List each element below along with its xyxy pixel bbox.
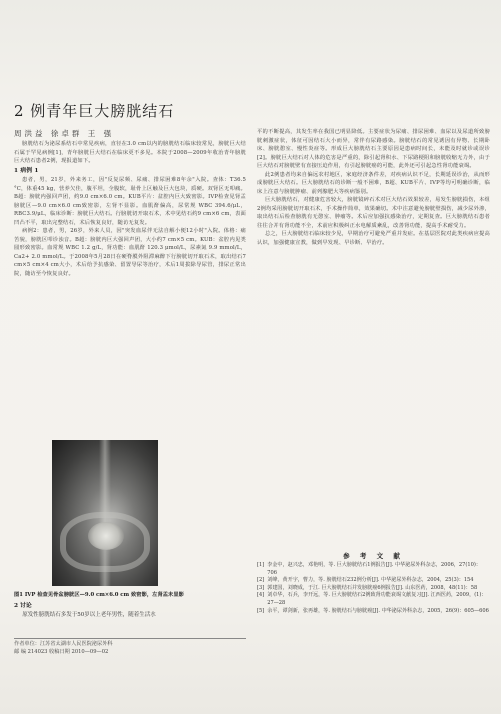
reference-text: 余平，谭剑新，张再雄，等. 膀胱结石与膀胱癌[J]. 中华泌尿外科杂志，2005，26(9)：605—606 — [267, 607, 489, 614]
reference-item — [257, 608, 490, 616]
reference-item — [257, 577, 490, 585]
right-paragraph-2: 此2例患者均来自偏远农村地区，家庭经济条件差，对疾病认识不足，长期延误诊治，从而形成膀胱巨大结石。巨大膀胱结石的诊断一般不困难，B超、KUB平片、IVP等均可明确诊断，临床上注意与膀胱肿瘤、前列腺肥大等疾病鉴别。 — [257, 171, 490, 195]
discussion-paragraph: 原发性膀胱结石多发于50岁以上老年男性，随着生活水 — [22, 611, 156, 618]
reference-number: [1] — [257, 562, 265, 568]
right-paragraph-1: 平的不断提高，其发生率在我国已明显降低。主要症状为尿痛、排尿困难、血尿以及尿道所致膀胱刺激症状，体征可因结石大小而异，常伴有尿路感染。膀胱结石的常见诱因有异物、长期卧床、膀胱憩室、慢性炎症等。形成巨大膀胱结石主要原因是患病时间长，未能及时就诊或误诊[2]。膀胱巨大结石对人体的危害是严重的，除引起肾积水、下尿路梗阻和膀胱收缩无力外，由于巨大结石对膀胱壁有直接压迫作用，有引起膀胱癌的可能，此外还可引起急性肾功能衰竭。 — [257, 129, 490, 169]
figure-caption: 图1 IVP 检查见骨盆膀胱区—9.0 cm×6.0 cm 致密影，左肾盂未显影 — [14, 592, 184, 598]
right-paragraph-4: 总之，巨大膀胱结石临床较少见，早期治疗可避免严重并发症。在基层医院对此类疾病应提高认识，加强健康宣教，做到早发现、早诊断、早治疗。 — [257, 231, 490, 246]
reference-text: 刘峰，黄开宇，曹力，等. 膀胱结石232例分析[J]. 中华泌尿外科杂志，2004，25(3)：154 — [267, 577, 474, 584]
right-column — [257, 128, 490, 548]
article-title: 2 例青年巨大膀胱结石 — [14, 102, 175, 120]
reference-text: 郭建国，刘晓成，于江. 巨大膀胱结石并发膀胱癌6例报告[J]. 山东医药，2008，48(11)：58 — [267, 584, 478, 591]
case-heading: 1 病例 1 — [14, 167, 39, 174]
article-authors: 周洪益 徐卓群 王 强 — [14, 129, 115, 138]
intro-paragraph: 膀胱结石为泌尿系结石中常见疾病，直径在3.0 cm以内的膀胱结石临床较常见，膀胱巨大结石属于罕见病例[1]，青年膀胱巨大结石在临床更不多见。本院于2008—2009年收治青年膀胱巨大结石患者2例，现报道如下。 — [14, 141, 246, 164]
discussion-heading: 2 讨论 — [14, 603, 32, 609]
case1-paragraph: 患者，男，21岁，外来务工，因"反复尿频、尿痛、排尿困难8年余"入院。查体：T36.5 °C，体重45 kg，营养欠佳，腹平坦，全腹软，耻骨上区触及巨大包块，质硬。双肾区无叩痛。B超：膀胱内强回声团，约9.0 cm×6.0 cm。KUB平片：盆腔内巨大致密影。IVP检查见肾盂膀胱区—9.0 cm×6.0 cm致密影，左肾不显影。血肌酐偏高，尿常规 WBC 394.6/μL，RBC3.9/μL，临床诊断：膀胱巨大结石。行膀胱切开取石术，术中见结石约9 cm×6 cm，表面凹凸不平，取出完整结石，术后恢复良好，随访无复发。 — [14, 177, 246, 226]
xray-stone-shape — [88, 522, 124, 550]
reference-item — [257, 562, 490, 577]
discussion-section — [14, 602, 246, 619]
references-list — [257, 562, 490, 615]
author-footer — [14, 638, 246, 656]
reference-number: [3] — [257, 584, 265, 591]
case2-paragraph: 病例2：患者，男，26岁，外来人员，因"突发血尿伴无法自解小便12小时"入院。体格：痛苦貌，膀胱区叩诊浊音。B超：膀胱内巨大强回声团，大小约7 cm×5 cm。KUB：盆腔内见类圆形致密影。血常规 WBC 1.2 g/L，肾功能：血肌酐 120.3 μmol/L，尿素氮 9.9 mmol/L，Ca2+ 2.0 mmol/L。于2008年5月28日在硬脊膜外阻滞麻醉下行膀胱切开取石术，取出结石7 cm×5 cm×4 cm大小，术后给予抗感染、留置导尿等治疗，术后1周拔除导尿管，排尿正常出院，随访至今恢复良好。 — [14, 228, 246, 277]
ivp-xray-image — [52, 440, 158, 586]
right-paragraph-3: 巨大膀胱结石，对健康危害较大，膀胱镜碎石术对巨大结石效果较差，易发生膀胱损伤，本组2例均采用膀胱切开取石术，手术操作简单，效果确切。术中注意避免膀胱壁损伤，减少尿外渗，取出结石后检查膀胱有无憩室、肿瘤等。术后应加强抗感染治疗，定期复查。巨大膀胱结石患者往往合并有肾功能不全，术前应积极纠正水电解质紊乱，改善肾功能，提高手术耐受力。 — [257, 197, 490, 229]
author-unit: 作者单位：江苏省太湖市人民医院泌尿外科 — [14, 641, 113, 647]
reference-number: [4] — [257, 592, 265, 599]
reference-number: [5] — [257, 607, 265, 614]
reference-item — [257, 592, 490, 607]
postal-received: 邮 编 214023 收稿日期 2010—09—02 — [14, 648, 109, 655]
reference-number: [2] — [257, 577, 265, 584]
reference-text: 刘卓华，石兵，李开远，等. 巨大膀胱结石2例致肾功能衰竭文献复习[J]. 江西医药，2009，(1)：27—28 — [267, 592, 487, 606]
reference-text: 李金中，赵兴忠，邓艳明，等. 巨大膀胱结石1例报告[J]. 中华泌尿外科杂志，2006，27(10)：706 — [267, 562, 481, 576]
references-heading: 参 考 文 献 — [343, 552, 404, 560]
